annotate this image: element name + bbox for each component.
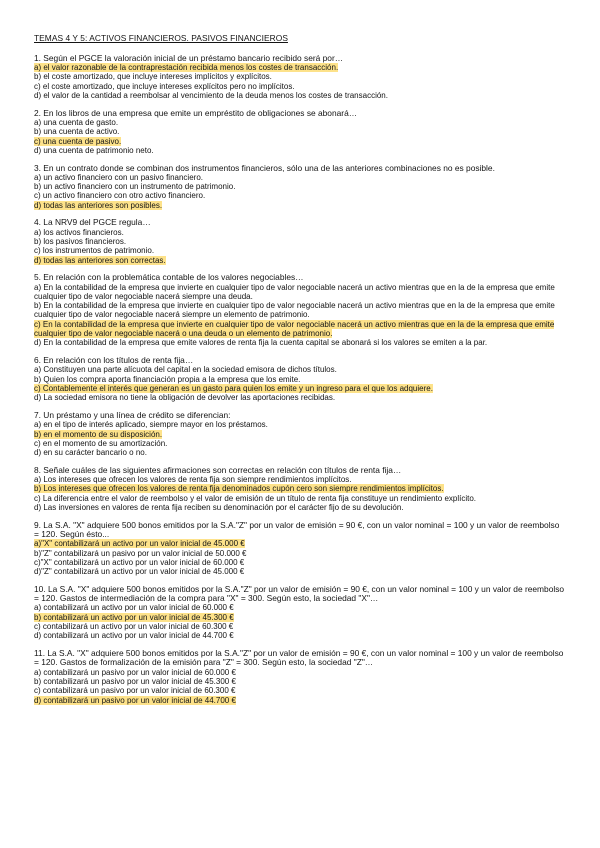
answer-text: d)"Z" contabilizará un activo por un valor inicial de 45.000 € (34, 567, 245, 577)
answer-option (34, 420, 566, 429)
answer-text: c) contabilizará un pasivo por un valor inicial de 60.300 € (34, 686, 236, 696)
answer-text: d) La sociedad emisora no tiene la obligación de devolver las aportaciones recibidas. (34, 393, 336, 403)
answer-option (34, 375, 566, 384)
answer-text: d) En la contabilidad de la empresa que emite valores de renta fija la cuenta capital se abonará si los valores se emiten a la par. (34, 338, 488, 348)
highlighted-answer-text: d) todas las anteriores son correctas. (34, 255, 166, 265)
answer-text: d) una cuenta de patrimonio neto. (34, 145, 154, 155)
answer-text: c) en el momento de su amortización. (34, 438, 168, 448)
answer-option (34, 549, 566, 558)
answer-text: b) una cuenta de activo. (34, 127, 120, 137)
highlighted-answer-text: a)"X" contabilizará un activo por un valor inicial de 45.000 € (34, 539, 245, 549)
question-11 (34, 649, 566, 705)
question-9 (34, 521, 566, 577)
highlighted-answer-text: b) en el momento de su disposición. (34, 429, 163, 439)
question-text: 11. La S.A. "X" adquiere 500 bonos emitidos por la S.A."Z" por un valor de emisión = 90 €, con un valor nominal = 100 y un valor de reembolso = 120. Gastos de formalización de la emisión para "Z" = 300. Según esto, la sociedad "Z"… (34, 648, 564, 668)
answer-option (34, 384, 566, 393)
answer-option (34, 118, 566, 127)
answer-option (34, 686, 566, 695)
question-4 (34, 218, 566, 264)
answer-text: c) los instrumentos de patrimonio. (34, 246, 155, 256)
answer-text: b) Quien los compra aporta financiación propia a la empresa que los emite. (34, 374, 301, 384)
answer-text: a) un activo financiero con un pasivo financiero. (34, 172, 203, 182)
answer-text: c)"X" contabilizará un activo por un valor inicial de 60.000 € (34, 557, 245, 567)
question-text: 8. Señale cuáles de las siguientes afirmaciones son correctas en relación con títulos de renta fija… (34, 464, 402, 475)
question-2 (34, 109, 566, 155)
question-text: 9. La S.A. "X" adquiere 500 bonos emitidos por la S.A."Z" por un valor de emisión = 90 €, con un valor nominal = 100 y un valor de reembolso = 120. Según ésto... (34, 519, 560, 539)
answer-text: a) contabilizará un activo por un valor inicial de 60.000 € (34, 603, 234, 613)
answer-option (34, 91, 566, 100)
question-5 (34, 273, 566, 347)
answer-text: b) los pasivos financieros. (34, 237, 127, 247)
answer-option (34, 63, 566, 72)
question-1 (34, 54, 566, 100)
answer-text: c) contabilizará un activo por un valor inicial de 60.300 € (34, 622, 234, 632)
answer-option (34, 320, 566, 339)
question-3 (34, 164, 566, 210)
highlighted-answer-text: c) Contablemente el interés que generan es un gasto para quien los emite y un ingreso para el que los adquiere. (34, 383, 433, 393)
answer-option (34, 484, 566, 493)
question-text: 1. Según el PGCE la valoración inicial de un préstamo bancario recibido será por… (34, 52, 344, 63)
answer-text: c) La diferencia entre el valor de reembolso y el valor de emisión de un título de renta fija constituye un rendimiento explícito. (34, 493, 477, 503)
answer-option (34, 677, 566, 686)
highlighted-answer-text: a) el valor razonable de la contraprestación recibida menos los costes de transacción. (34, 63, 339, 73)
answer-text: b) el coste amortizado, que incluye intereses implícitos y explícitos. (34, 72, 272, 82)
answer-option (34, 613, 566, 622)
highlighted-answer-text: d) todas las anteriores son posibles. (34, 200, 163, 210)
answer-text: d) Las inversiones en valores de renta fija reciben su denominación por el carácter fijo de su devolución. (34, 503, 404, 512)
document-page (34, 34, 566, 713)
answer-option (34, 201, 566, 210)
answer-text: c) un activo financiero con otro activo financiero. (34, 191, 206, 201)
answer-text: a) en el tipo de interés aplicado, siempre mayor en los préstamos. (34, 420, 268, 430)
question-text: 5. En relación con la problemática contable de los valores negociables… (34, 272, 304, 283)
answer-option (34, 393, 566, 402)
answer-text: c) el coste amortizado, que incluye intereses explícitos pero no implícitos. (34, 81, 295, 91)
answer-text: a) contabilizará un pasivo por un valor inicial de 60.000 € (34, 667, 236, 677)
question-text: 2. En los libros de una empresa que emite un empréstito de obligaciones se abonará… (34, 107, 358, 118)
answer-option (34, 696, 566, 705)
highlighted-answer-text: b) Los intereses que ofrecen los valores de renta fija denominados cupón cero son siempre rendimientos implícitos. (34, 484, 444, 494)
answer-text: b) un activo financiero con un instrumento de patrimonio. (34, 182, 236, 192)
question-text: 6. En relación con los títulos de renta fija… (34, 355, 194, 366)
highlighted-answer-text: b) contabilizará un activo por un valor inicial de 45.300 € (34, 612, 234, 622)
answer-option (34, 256, 566, 265)
answer-option (34, 494, 566, 503)
answer-text: d) en su carácter bancario o no. (34, 448, 147, 458)
question-10 (34, 585, 566, 641)
answer-option (34, 127, 566, 136)
answer-text: d) contabilizará un activo por un valor inicial de 44.700 € (34, 631, 234, 641)
answer-text: a) una cuenta de gasto. (34, 117, 119, 127)
question-6 (34, 356, 566, 402)
answer-option (34, 338, 566, 347)
answer-text: a) Constituyen una parte alícuota del capital en la sociedad emisora de dichos títulos. (34, 365, 337, 375)
highlighted-answer-text: c) En la contabilidad de la empresa que invierte en cualquier tipo de valor negociable nacerá un activo mientras que en la de la empresa que emite cualquier tipo de valor negociable nacerá o una deuda o un elemento de patrimonio. (34, 319, 555, 339)
answer-option (34, 137, 566, 146)
answer-option (34, 82, 566, 91)
answer-option (34, 182, 566, 191)
answer-option (34, 246, 566, 255)
question-text: 3. En un contrato donde se combinan dos instrumentos financieros, sólo una de las anteriores combinaciones no es posible. (34, 162, 495, 173)
question-list (34, 54, 566, 705)
answer-option (34, 283, 566, 302)
answer-option (34, 622, 566, 631)
answer-option (34, 146, 566, 155)
answer-option (34, 631, 566, 640)
answer-option (34, 475, 566, 484)
answer-option (34, 237, 566, 246)
question-text: 10. La S.A. "X" adquiere 500 bonos emitidos por la S.A."Z" por un valor de emisión = 90 €, con un valor nominal = 100 y un valor de reembolso = 120. Gastos de intermediación de la compra para "X" = 300. Según esto, la sociedad "X"… (34, 583, 565, 604)
answer-option (34, 430, 566, 439)
answer-option (34, 603, 566, 612)
answer-text: b) En la contabilidad de la empresa que invierte en cualquier tipo de valor negociable nacerá un activo mientras que en la de la empresa que emite cualquier tipo de valor negociable nacerá siempre un elemento de patrimonio. (34, 301, 555, 320)
answer-option (34, 448, 566, 457)
answer-text: d) el valor de la cantidad a reembolsar al vencimiento de la deuda menos los costes de transacción. (34, 90, 388, 100)
answer-option (34, 567, 566, 576)
document-title: TEMAS 4 Y 5: ACTIVOS FINANCIEROS. PASIVOS FINANCIEROS (34, 33, 288, 43)
answer-text: a) los activos financieros. (34, 227, 124, 237)
highlighted-answer-text: c) una cuenta de pasivo. (34, 136, 122, 146)
answer-option (34, 228, 566, 237)
answer-text: a) En la contabilidad de la empresa que invierte en cualquier tipo de valor negociable nacerá un activo mientras que en la de la empresa que emite cualquier tipo de valor negociable nacerá siempre una deuda. (34, 282, 555, 301)
answer-option (34, 191, 566, 200)
question-text: 4. La NRV9 del PGCE regula… (34, 217, 151, 228)
answer-option (34, 503, 566, 512)
answer-option (34, 173, 566, 182)
answer-option (34, 558, 566, 567)
question-text: 7. Un préstamo y una línea de crédito se diferencian: (34, 409, 231, 420)
answer-text: a) Los intereses que ofrecen los valores de renta fija son siempre rendimientos implícitos. (34, 475, 352, 485)
answer-text: b) contabilizará un pasivo por un valor inicial de 45.300 € (34, 676, 236, 686)
answer-option (34, 301, 566, 320)
answer-option (34, 72, 566, 81)
answer-text: b)"Z" contabilizará un pasivo por un valor inicial de 50.000 € (34, 548, 247, 558)
question-8 (34, 466, 566, 512)
question-7 (34, 411, 566, 457)
highlighted-answer-text: d) contabilizará un pasivo por un valor inicial de 44.700 € (34, 695, 236, 705)
answer-option (34, 439, 566, 448)
answer-option (34, 668, 566, 677)
answer-option (34, 539, 566, 548)
answer-option (34, 365, 566, 374)
